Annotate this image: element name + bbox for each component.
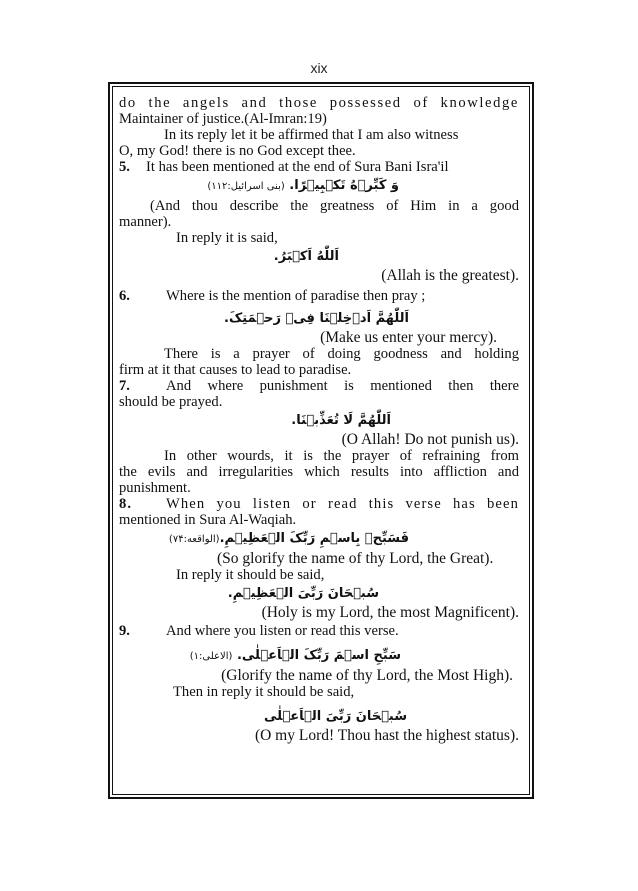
section-number: 8. bbox=[119, 496, 133, 512]
text-line: punishment. bbox=[119, 480, 191, 496]
text-line: firm at it that causes to lead to paradise. bbox=[119, 362, 352, 378]
section-9-heading bbox=[119, 623, 519, 639]
arabic-verse: سُبۡحَانَ رَبِّیَ الۡعَظِیۡمِ. bbox=[227, 586, 379, 601]
section-number: 5. bbox=[119, 159, 130, 175]
text-line: In other wourds, it is the prayer of refraining from bbox=[164, 448, 519, 464]
section-7-heading bbox=[119, 378, 519, 394]
arabic-verse: سُبۡحَانَ رَبِّیَ الۡاَعۡلٰی bbox=[264, 709, 407, 724]
arabic-verse: اَللّٰهُ اَكۡبَرُ. bbox=[273, 249, 339, 264]
verse-reference: (بنی اسرائیل:۱۱۲) bbox=[207, 181, 285, 192]
text-line: Where is the mention of paradise then pray ; bbox=[166, 288, 426, 304]
text-line: And where punishment is mentioned then there bbox=[166, 378, 519, 394]
page-number: xix bbox=[310, 60, 328, 76]
text-line: Maintainer of justice.(Al-Imran:19) bbox=[119, 111, 327, 127]
arabic-verse: اَللّٰهُمَّ لَا تُعَذِّبۡنَا. bbox=[291, 413, 391, 428]
text-line: (And thou describe the greatness of Him in a good bbox=[150, 198, 519, 214]
translation-line: (Make us enter your mercy). bbox=[320, 329, 497, 346]
text-line: mentioned in Sura Al-Waqiah. bbox=[119, 512, 297, 528]
text-line: Then in reply it should be said, bbox=[173, 684, 355, 700]
page-body bbox=[119, 95, 519, 744]
section-number: 7. bbox=[119, 378, 130, 394]
translation-line: (Glorify the name of thy Lord, the Most High). bbox=[221, 667, 513, 684]
translation-line: (So glorify the name of thy Lord, the Great). bbox=[217, 550, 494, 567]
text-line: do the angels and those possessed of knowledge bbox=[119, 95, 519, 111]
text-line: In reply it is said, bbox=[176, 230, 278, 246]
translation-line: (O Allah! Do not punish us). bbox=[341, 431, 519, 448]
section-8-heading bbox=[119, 496, 519, 512]
text-line: In its reply let it be affirmed that I am also witness bbox=[164, 127, 459, 143]
text-line: When you listen or read this verse has been bbox=[166, 496, 519, 512]
translation-line: (Holy is my Lord, the most Magnificent). bbox=[261, 604, 519, 621]
section-5-heading bbox=[119, 159, 519, 175]
text-line: There is a prayer of doing goodness and holding bbox=[164, 346, 519, 362]
section-6-heading bbox=[119, 288, 519, 304]
arabic-verse: فَسَبِّحۡ بِاسۡمِ رَبِّکَ الۡعَظِیۡمِ.(الواقعه:۷۴) bbox=[168, 531, 409, 546]
text-line: It has been mentioned at the end of Sura Bani Isra'il bbox=[146, 159, 449, 175]
text-line: manner). bbox=[119, 214, 172, 230]
verse-reference: (الواقعه:۷۴) bbox=[168, 534, 220, 545]
arabic-verse: سَبِّحِ اسۡمَ رَبِّکَ الۡاَعۡلٰی. (الاعلی:۱) bbox=[189, 648, 401, 663]
translation-line: (Allah is the greatest). bbox=[381, 267, 519, 284]
text-line: should be prayed. bbox=[119, 394, 223, 410]
section-number: 6. bbox=[119, 288, 130, 304]
verse-reference: (الاعلی:۱) bbox=[189, 651, 233, 662]
arabic-verse: وَ كَبِّرۡهُ تَكۡبِيۡرًا. (بنی اسرائیل:۱۱۲) bbox=[207, 178, 399, 193]
translation-line: (O my Lord! Thou hast the highest status). bbox=[254, 727, 519, 744]
section-number: 9. bbox=[119, 623, 130, 639]
text-line: the evils and irregularities which results into affliction and bbox=[119, 464, 519, 480]
text-line: O, my God! there is no God except thee. bbox=[119, 143, 356, 159]
text-line: And where you listen or read this verse. bbox=[166, 623, 399, 639]
arabic-verse: اَللّٰهُمَّ اَدۡخِلۡنَا فِیۡ رَحۡمَتِکَ. bbox=[224, 311, 409, 326]
text-line: In reply it should be said, bbox=[176, 567, 325, 583]
